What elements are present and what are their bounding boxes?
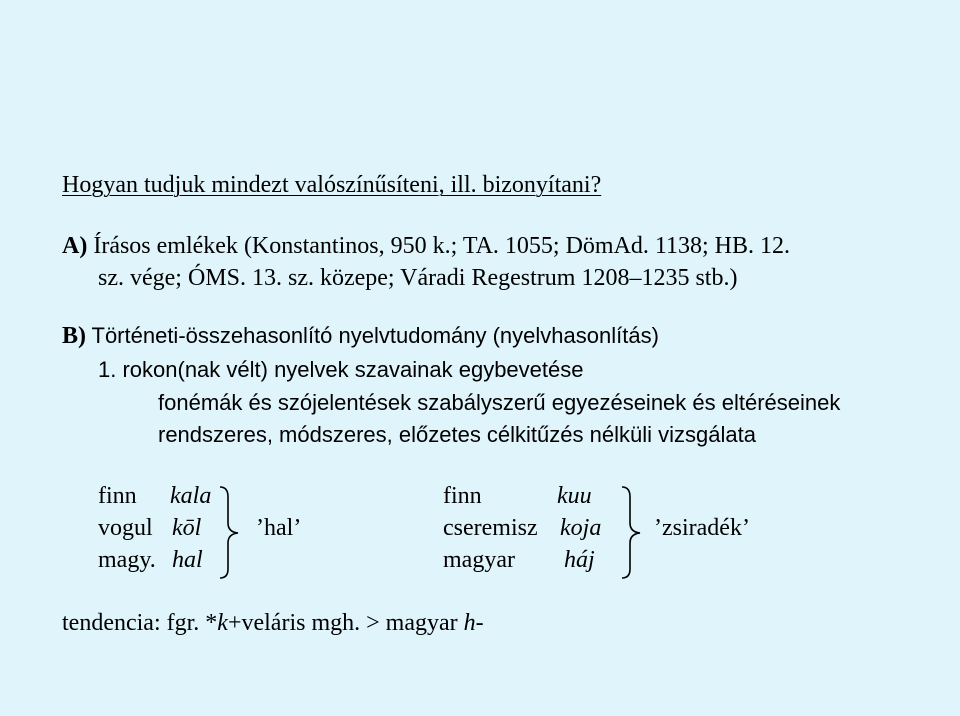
- example-word: kōl: [172, 515, 202, 541]
- example-lang: finn: [98, 483, 137, 509]
- example-lang: cseremisz: [443, 515, 538, 541]
- example-meaning: ’zsiradék’: [654, 515, 750, 541]
- right-brace-icon: [620, 485, 650, 580]
- question-heading: Hogyan tudjuk mindezt valószínűsíteni, ill. bizonyítani?: [62, 172, 602, 198]
- tendency-suffix: -: [475, 610, 484, 636]
- section-b-point1-line1: fonémák és szójelentések szabályszerű egyezéseinek és eltéréseinek: [158, 390, 841, 415]
- example-word: koja: [560, 515, 602, 541]
- section-a-label: A): [62, 233, 88, 259]
- example-lang: finn: [443, 483, 482, 509]
- right-brace-icon: [218, 485, 248, 580]
- tendency-h: h: [463, 610, 476, 636]
- example-lang: vogul: [98, 515, 153, 541]
- example-word: kuu: [557, 483, 592, 509]
- tendency-line: [62, 610, 484, 637]
- example-lang: magy.: [98, 547, 156, 573]
- section-b-point1-line2: rendszeres, módszeres, előzetes célkitűzés nélküli vizsgálata: [158, 422, 756, 447]
- section-a-text-line1: Írásos emlékek (Konstantinos, 950 k.; TA. 1055; DömAd. 1138; HB. 12.: [93, 233, 791, 259]
- section-b-title: Történeti-összehasonlító nyelvtudomány (nyelvhasonlítás): [91, 323, 659, 348]
- example-word: hal: [172, 547, 203, 573]
- example-word: háj: [564, 547, 595, 573]
- tendency-prefix: tendencia: fgr. *: [62, 610, 218, 636]
- section-b-point1: 1. rokon(nak vélt) nyelvek szavainak egybevetése: [98, 357, 584, 382]
- example-word: kala: [170, 483, 212, 509]
- example-lang: magyar: [443, 547, 515, 573]
- example-meaning: ’hal’: [256, 515, 302, 541]
- section-a-line1: [62, 233, 790, 260]
- section-b-label: B): [62, 323, 86, 349]
- section-a-line2: sz. vége; ÓMS. 13. sz. közepe; Váradi Regestrum 1208–1235 stb.): [98, 265, 738, 291]
- tendency-middle: +veláris mgh. > magyar: [227, 610, 464, 636]
- tendency-k: k: [217, 610, 228, 636]
- section-b-title-line: [62, 323, 659, 350]
